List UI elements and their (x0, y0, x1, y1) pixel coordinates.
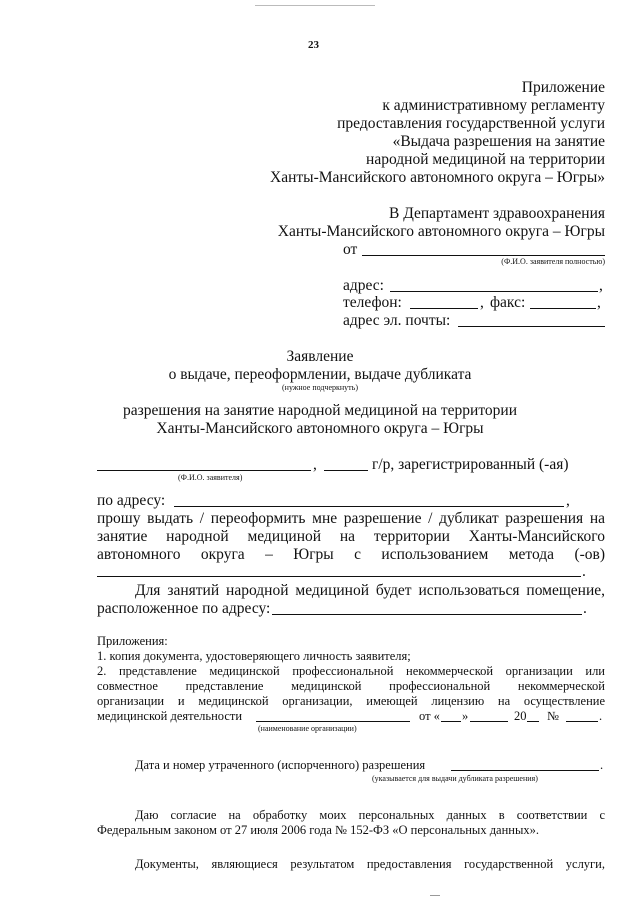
lost-permit-hint: (указывается для выдачи дубликата разрешения) (372, 774, 538, 783)
from-hint: (Ф.И.О. заявителя полностью) (501, 257, 605, 266)
addressee-line-1: В Департамент здравоохранения (388, 205, 605, 222)
attachments-title: Приложения: (97, 634, 168, 648)
attachment-year-field[interactable] (527, 721, 539, 722)
scan-artifact-bottom (430, 895, 440, 896)
email-field[interactable] (458, 326, 605, 327)
document-title: Заявление (286, 348, 354, 365)
address-comma: , (599, 277, 603, 294)
number-sign: № (547, 709, 559, 723)
address-label: адрес: (343, 277, 384, 294)
attachment-period: . (599, 709, 603, 723)
appendix-line-5: народной медициной на территории (366, 151, 605, 168)
applicant-address-field[interactable] (174, 506, 564, 507)
organization-hint: (наименование организации) (258, 724, 357, 733)
method-period: . (582, 563, 586, 580)
heading-line-4: Ханты-Мансийского автономного округа – Югры (156, 420, 484, 437)
attachment-month-field[interactable] (470, 721, 508, 722)
document-subtitle: о выдаче, переоформлении, выдаче дубликата (168, 366, 472, 383)
applicant-name-field[interactable] (97, 470, 311, 471)
premises-line-2: расположенное по адресу: (97, 600, 271, 617)
appendix-line-1: Приложение (521, 79, 605, 96)
from-label: от (343, 241, 358, 258)
addressee-line-2: Ханты-Мансийского автономного округа – Югры (277, 223, 605, 240)
address-field[interactable] (390, 291, 598, 292)
appendix-line-2: к административному регламенту (382, 97, 605, 114)
fax-label: факс: (490, 294, 526, 311)
attachment-number-field[interactable] (566, 721, 598, 722)
method-field[interactable] (97, 576, 581, 577)
page-number: 23 (308, 39, 319, 51)
lost-permit-period: . (600, 758, 604, 772)
fio-hint: (Ф.И.О. заявителя) (178, 473, 243, 482)
name-comma: , (313, 456, 317, 473)
date-from-label: от « (419, 709, 440, 723)
birth-year-field[interactable] (324, 470, 368, 471)
address-by-label: по адресу: (97, 492, 166, 509)
organization-field[interactable] (256, 721, 410, 722)
premises-period: . (583, 600, 587, 617)
request-line-1: прошу выдать / переоформить мне разрешение / дубликат разрешения на (97, 510, 605, 527)
attachment-item-2-line-4: медицинской деятельности (97, 709, 243, 723)
scan-artifact (255, 5, 375, 6)
request-line-3: автономного округа – Югры с использованием метода (-ов) (97, 546, 605, 563)
heading-line-3: разрешения на занятие народной медициной на территории (122, 402, 518, 419)
appendix-line-3: предоставления государственной услуги (337, 115, 605, 132)
appendix-line-4: «Выдача разрешения на занятие (392, 133, 605, 150)
appendix-line-6: Ханты-Мансийского автономного округа – Югры» (270, 169, 605, 186)
fax-field[interactable] (530, 308, 596, 309)
year-prefix: 20 (514, 709, 527, 723)
consent-line-2: Федеральным законом от 27 июля 2006 года № 152-ФЗ «О персональных данных». (97, 823, 540, 837)
attachment-day-field[interactable] (441, 721, 461, 722)
premises-line-1: Для занятий народной медициной будет использоваться помещение, (135, 582, 605, 599)
premises-address-field[interactable] (272, 614, 582, 615)
applicant-address-comma: , (566, 492, 570, 509)
attachment-item-2-line-1: 2. представление медицинской профессиональной некоммерческой организации или (97, 664, 605, 678)
request-line-2: занятие народной медициной на территории Ханты-Мансийского (97, 528, 605, 545)
phone-comma: , (480, 294, 484, 311)
underline-hint: (нужное подчеркнуть) (282, 383, 358, 392)
attachment-item-2-line-3: организации и медицинской организации, имеющей лицензию на осуществление (97, 694, 605, 708)
attachment-item-1: 1. копия документа, удостоверяющего личность заявителя; (97, 649, 411, 663)
attachment-item-2-line-2: совместное представление медицинской профессиональной некоммерческой (97, 679, 605, 693)
date-mid-quote: » (462, 709, 469, 723)
gr-label: г/р, зарегистрированный (-ая) (372, 456, 569, 473)
lost-permit-label: Дата и номер утраченного (испорченного) разрешения (135, 758, 426, 772)
phone-label: телефон: (343, 294, 402, 311)
lost-permit-field[interactable] (451, 770, 599, 771)
from-field[interactable] (362, 255, 605, 256)
documents-line-1: Документы, являющиеся результатом предоставления государственной услуги, (135, 857, 605, 871)
consent-line-1: Даю согласие на обработку моих персональных данных в соответствии с (135, 808, 605, 822)
phone-field[interactable] (410, 308, 478, 309)
fax-comma: , (597, 294, 601, 311)
email-label: адрес эл. почты: (343, 312, 451, 329)
